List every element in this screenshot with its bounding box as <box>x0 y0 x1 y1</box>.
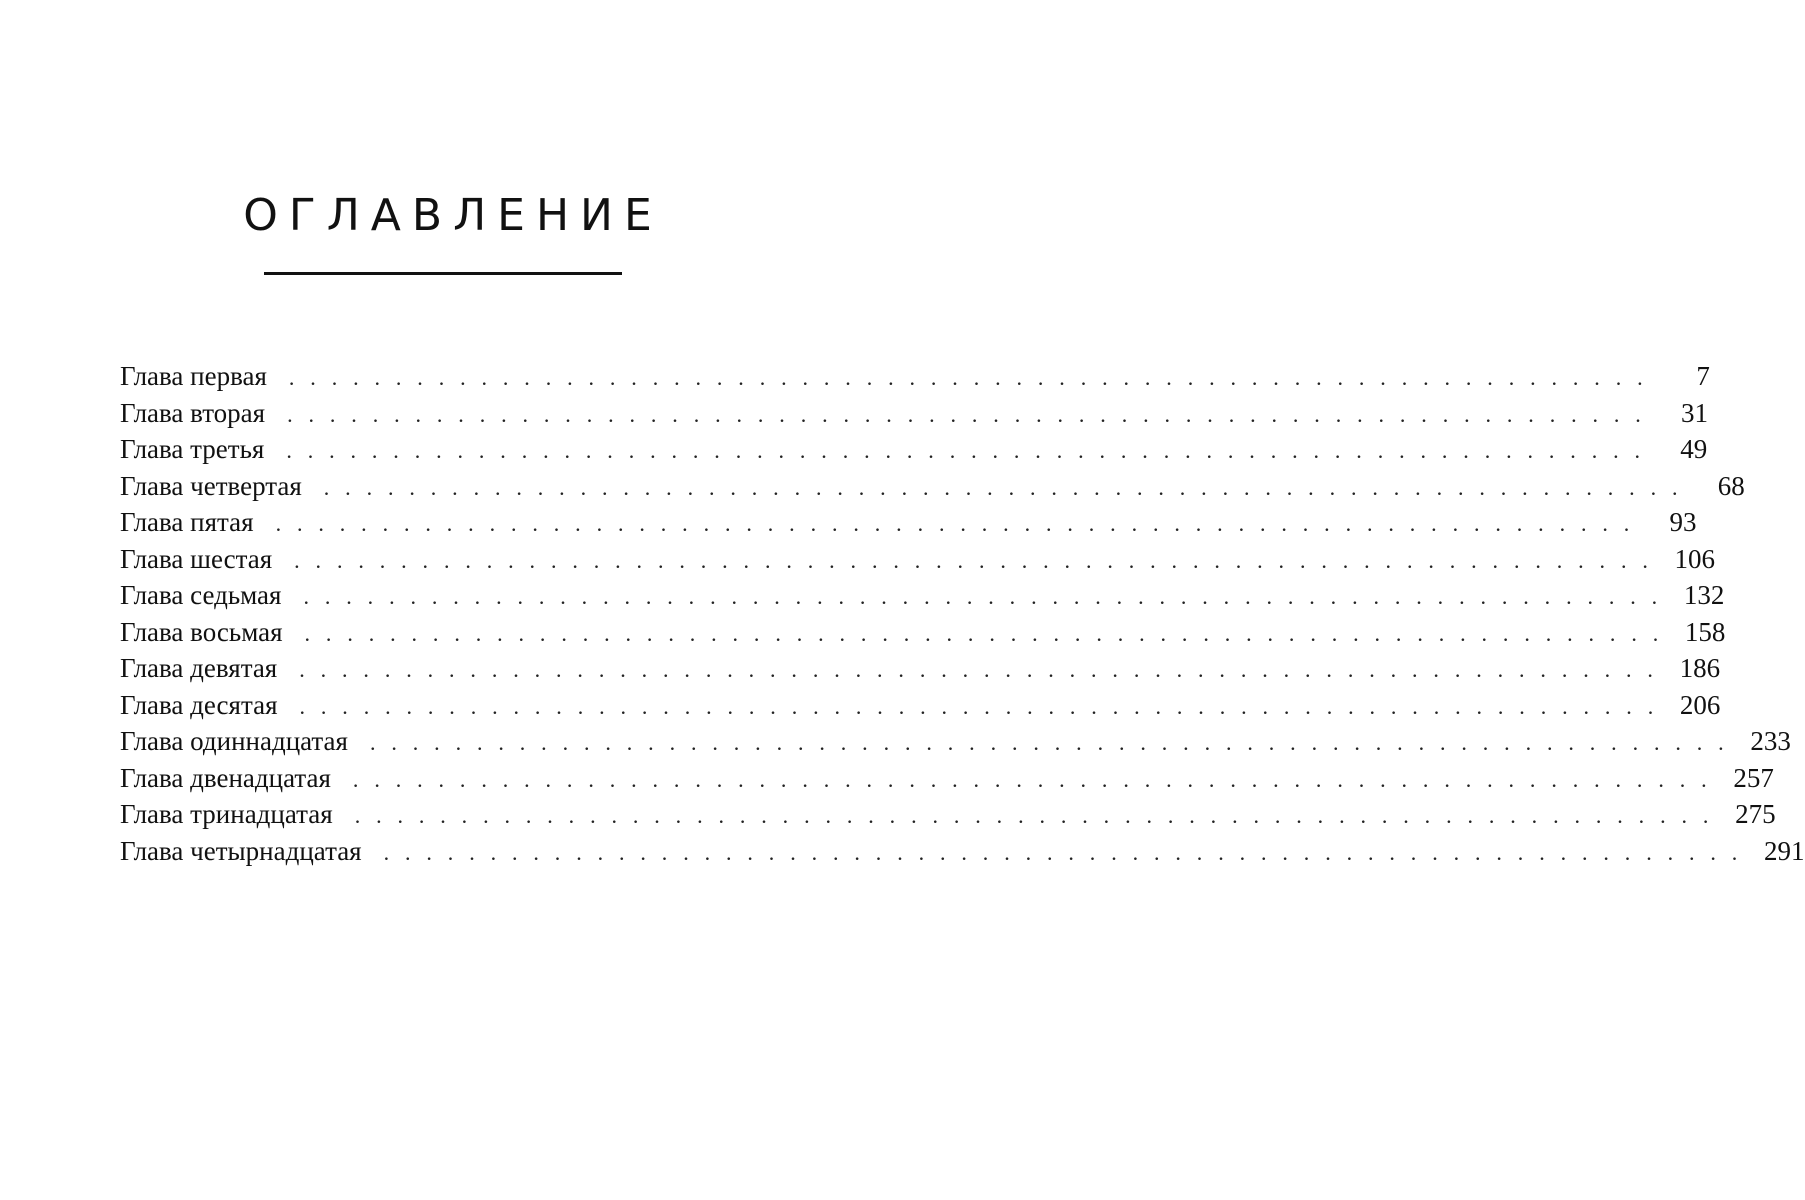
toc-entry-label: Глава одиннадцатая <box>120 726 348 756</box>
toc-entry-leader: . . . . . . . . . . . . . . . . . . . . . . . . . . . . . . . . . . . . . . . . . . . . . . . . . . . . . . . . . . . . . . . . <box>383 839 1743 865</box>
toc-entry-label: Глава двенадцатая <box>120 762 331 793</box>
toc-entry-leader: . . . . . . . . . . . . . . . . . . . . . . . . . . . . . . . . . . . . . . . . . . . . . . . . . . . . . . . . . . . . . . . . <box>275 511 1635 536</box>
toc-entry-label: Глава четвертая <box>120 470 302 501</box>
toc-entry-leader: . . . . . . . . . . . . . . . . . . . . . . . . . . . . . . . . . . . . . . . . . . . . . . . . . . . . . . . . . . . . . . . . <box>288 365 1648 390</box>
toc-title: ОГЛАВЛЕНИЕ <box>243 190 663 241</box>
toc-entry-page-number: 233 <box>1750 726 1791 756</box>
toc-entry-leader: . . . . . . . . . . . . . . . . . . . . . . . . . . . . . . . . . . . . . . . . . . . . . . . . . . . . . . . . . . . . . . . . <box>304 620 1664 646</box>
toc-entry-leader: . . . . . . . . . . . . . . . . . . . . . . . . . . . . . . . . . . . . . . . . . . . . . . . . . . . . . . . . . . . . . . . . <box>354 803 1714 828</box>
toc-entry-label: Глава девятая <box>120 653 278 683</box>
toc-entry-page-number: 186 <box>1679 653 1721 683</box>
toc-entry-label: Глава седьмая <box>120 580 282 610</box>
toc-entry-leader: . . . . . . . . . . . . . . . . . . . . . . . . . . . . . . . . . . . . . . . . . . . . . . . . . . . . . . . . . . . . . . . . <box>352 766 1712 792</box>
toc-entry-label: Глава тринадцатая <box>120 799 333 829</box>
toc-list <box>120 358 1805 869</box>
toc-entry-leader: . . . . . . . . . . . . . . . . . . . . . . . . . . . . . . . . . . . . . . . . . . . . . . . . . . . . . . . . . . . . . . . . <box>287 401 1646 427</box>
toc-entry[interactable] <box>120 468 1745 505</box>
toc-entry-leader: . . . . . . . . . . . . . . . . . . . . . . . . . . . . . . . . . . . . . . . . . . . . . . . . . . . . . . . . . . . . . . . . <box>299 657 1659 682</box>
toc-entry-label: Глава первая <box>120 361 267 391</box>
toc-entry[interactable] <box>120 796 1776 833</box>
toc-entry[interactable] <box>120 431 1708 468</box>
toc-entry-label: Глава вторая <box>120 397 266 428</box>
toc-entry-page-number: 31 <box>1681 397 1708 428</box>
toc-entry-page-number: 7 <box>1696 361 1710 391</box>
toc-entry-page-number: 206 <box>1679 689 1721 720</box>
toc-entry[interactable] <box>120 650 1721 687</box>
toc-entry[interactable] <box>120 833 1805 870</box>
toc-entry-page-number: 257 <box>1733 762 1774 793</box>
toc-entry-label: Глава третья <box>120 434 265 464</box>
toc-entry-leader: . . . . . . . . . . . . . . . . . . . . . . . . . . . . . . . . . . . . . . . . . . . . . . . . . . . . . . . . . . . . . . . . <box>303 584 1663 609</box>
toc-entry[interactable] <box>120 760 1774 797</box>
toc-entry-page-number: 291 <box>1764 835 1805 866</box>
toc-entry-page-number: 106 <box>1674 543 1716 574</box>
toc-entry[interactable] <box>120 614 1726 651</box>
toc-entry-page-number: 132 <box>1683 580 1725 610</box>
toc-entry-page-number: 49 <box>1680 434 1708 464</box>
toc-entry-page-number: 158 <box>1684 616 1726 647</box>
toc-entry-leader: . . . . . . . . . . . . . . . . . . . . . . . . . . . . . . . . . . . . . . . . . . . . . . . . . . . . . . . . . . . . . . . . <box>323 474 1683 500</box>
toc-entry-label: Глава четырнадцатая <box>120 835 362 866</box>
toc-entry[interactable] <box>120 577 1725 614</box>
toc-entry-label: Глава пятая <box>120 507 254 537</box>
toc-entry[interactable] <box>120 358 1710 395</box>
toc-entry[interactable] <box>120 541 1716 578</box>
toc-entry-leader: . . . . . . . . . . . . . . . . . . . . . . . . . . . . . . . . . . . . . . . . . . . . . . . . . . . . . . . . . . . . . . . . <box>294 547 1654 573</box>
toc-entry-page-number: 93 <box>1669 507 1697 537</box>
toc-entry-leader: . . . . . . . . . . . . . . . . . . . . . . . . . . . . . . . . . . . . . . . . . . . . . . . . . . . . . . . . . . . . . . . . <box>286 438 1646 463</box>
toc-entry-leader: . . . . . . . . . . . . . . . . . . . . . . . . . . . . . . . . . . . . . . . . . . . . . . . . . . . . . . . . . . . . . . . . <box>369 730 1729 755</box>
toc-entry-page-number: 275 <box>1735 799 1776 829</box>
title-underline <box>264 272 622 275</box>
toc-entry[interactable] <box>120 687 1721 724</box>
toc-entry-label: Глава десятая <box>120 689 278 720</box>
toc-entry-label: Глава восьмая <box>120 616 283 647</box>
toc-entry-leader: . . . . . . . . . . . . . . . . . . . . . . . . . . . . . . . . . . . . . . . . . . . . . . . . . . . . . . . . . . . . . . . . <box>299 693 1659 719</box>
toc-entry[interactable] <box>120 395 1708 432</box>
toc-entry-page-number: 68 <box>1717 470 1745 501</box>
toc-entry-label: Глава шестая <box>120 543 273 574</box>
toc-entry[interactable] <box>120 723 1791 760</box>
toc-entry[interactable] <box>120 504 1697 541</box>
